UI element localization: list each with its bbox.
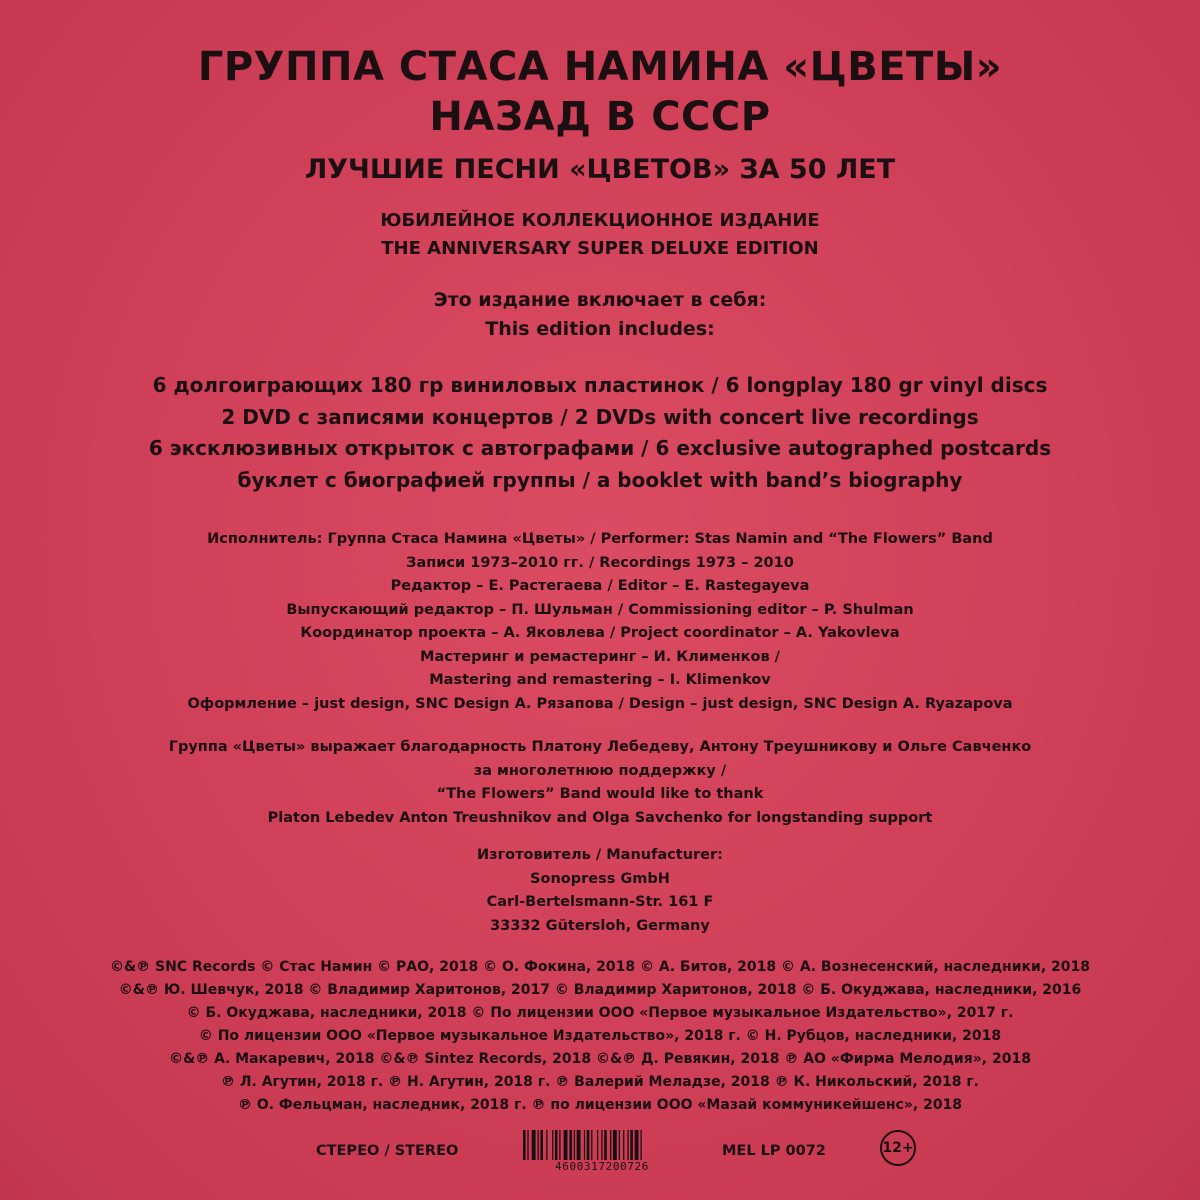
includes-item: 2 DVD с записями концертов / 2 DVDs with concert live recordings xyxy=(221,404,979,429)
thanks-line: Platon Lebedev Anton Treushnikov and Olga Savchenko for longstanding support xyxy=(267,809,933,826)
age-rating-badge: 12+ xyxy=(880,1130,916,1166)
catalog-number: MEL LP 0072 xyxy=(722,1143,826,1159)
credit-line: Mastering and remastering – I. Klimenkov xyxy=(429,672,771,688)
credit-line: Исполнитель: Группа Стаса Намина «Цветы» / Performer: Stas Namin and “The Flowers” Band xyxy=(207,531,993,547)
manufacturer-line: Carl-Bertelsmann-Str. 161 F xyxy=(486,894,714,910)
thanks-block xyxy=(0,736,1200,830)
edition-en: THE ANNIVERSARY SUPER DELUXE EDITION xyxy=(381,238,819,259)
credit-line: Координатор проекта – А. Яковлева / Project coordinator – A. Yakovleva xyxy=(300,625,900,641)
album-subtitle: ЛУЧШИЕ ПЕСНИ «ЦВЕТОВ» ЗА 50 ЛЕТ xyxy=(304,154,896,185)
copyright-line: ©&℗ А. Макаревич, 2018 ©&℗ Sintez Records, 2018 ©&℗ Д. Ревякин, 2018 ℗ АО «Фирма Мелодия», 2018 xyxy=(169,1051,1031,1067)
manufacturer-line: 33332 Gütersloh, Germany xyxy=(490,917,710,934)
credit-line: Редактор – Е. Растегаева / Editor – E. Rastegayeva xyxy=(390,578,810,594)
credit-line: Оформление – just design, SNC Design А. Рязапова / Design – just design, SNC Design A. Ryazapova xyxy=(187,695,1013,712)
copyright-line: ℗ О. Фельцман, наследник, 2018 г. ℗ по лицензии ООО «Мазай коммуникейшенс», 2018 xyxy=(237,1097,963,1113)
edition-block xyxy=(0,207,1200,263)
edition-ru: ЮБИЛЕЙНОЕ КОЛЛЕКЦИОННОЕ ИЗДАНИЕ xyxy=(380,210,820,231)
copyright-line: ℗ Л. Агутин, 2018 г. ℗ Н. Агутин, 2018 г. ℗ Валерий Меладзе, 2018 ℗ К. Никольский, 2018 г. xyxy=(221,1074,979,1090)
thanks-line: “The Flowers” Band would like to thank xyxy=(436,786,764,802)
stereo-label: СТЕРЕО / STEREO xyxy=(316,1143,459,1159)
includes-item: 6 эксклюзивных открыток с автографами / 6 exclusive autographed postcards xyxy=(148,436,1052,460)
manufacturer-block xyxy=(0,844,1200,938)
copyright-block xyxy=(0,956,1200,1117)
thanks-line: за многолетнюю поддержку / xyxy=(473,762,727,779)
barcode-number: 4600317200726 xyxy=(555,1160,649,1173)
credit-line: Записи 1973–2010 гг. / Recordings 1973 – 2010 xyxy=(406,554,794,571)
includes-heading-ru: Это издание включает в себя: xyxy=(433,289,767,311)
includes-heading-en: This edition includes: xyxy=(485,318,715,340)
album-title-line-2: НАЗАД В СССР xyxy=(429,94,771,140)
thanks-line: Группа «Цветы» выражает благодарность Платону Лебедеву, Антону Треушникову и Ольге Савченко xyxy=(168,739,1032,755)
manufacturer-line: Sonopress GmbH xyxy=(530,870,670,887)
copyright-line: ©&℗ Ю. Шевчук, 2018 © Владимир Харитонов, 2017 © Владимир Харитонов, 2018 © Б. Окуджава, наследники, 2016 xyxy=(118,982,1082,998)
credits-block xyxy=(0,528,1200,716)
includes-heading xyxy=(0,286,1200,344)
manufacturer-line: Изготовитель / Manufacturer: xyxy=(477,847,723,863)
credit-line: Выпускающий редактор – П. Шульман / Commissioning editor – P. Shulman xyxy=(286,601,914,618)
album-title-line-1: ГРУППА СТАСА НАМИНА «ЦВЕТЫ» xyxy=(197,44,1003,90)
includes-item: буклет с биографией группы / a booklet with band’s biography xyxy=(237,467,963,492)
includes-item: 6 долгоиграющих 180 гр виниловых пластинок / 6 longplay 180 gr vinyl discs xyxy=(152,373,1048,397)
copyright-line: ©&℗ SNC Records © Стас Намин © РАО, 2018 © О. Фокина, 2018 © А. Битов, 2018 © А. Вознесенский, наследники, 2018 xyxy=(109,959,1091,975)
copyright-line: © Б. Окуджава, наследники, 2018 © По лицензии ООО «Первое музыкальное Издательство», 2017 г. xyxy=(186,1005,1014,1021)
credit-line: Мастеринг и ремастеринг – И. Клименков / xyxy=(420,648,780,665)
includes-list xyxy=(0,370,1200,496)
copyright-line: © По лицензии ООО «Первое музыкальное Издательство», 2018 г. © Н. Рубцов, наследники, 2018 xyxy=(198,1028,1002,1044)
